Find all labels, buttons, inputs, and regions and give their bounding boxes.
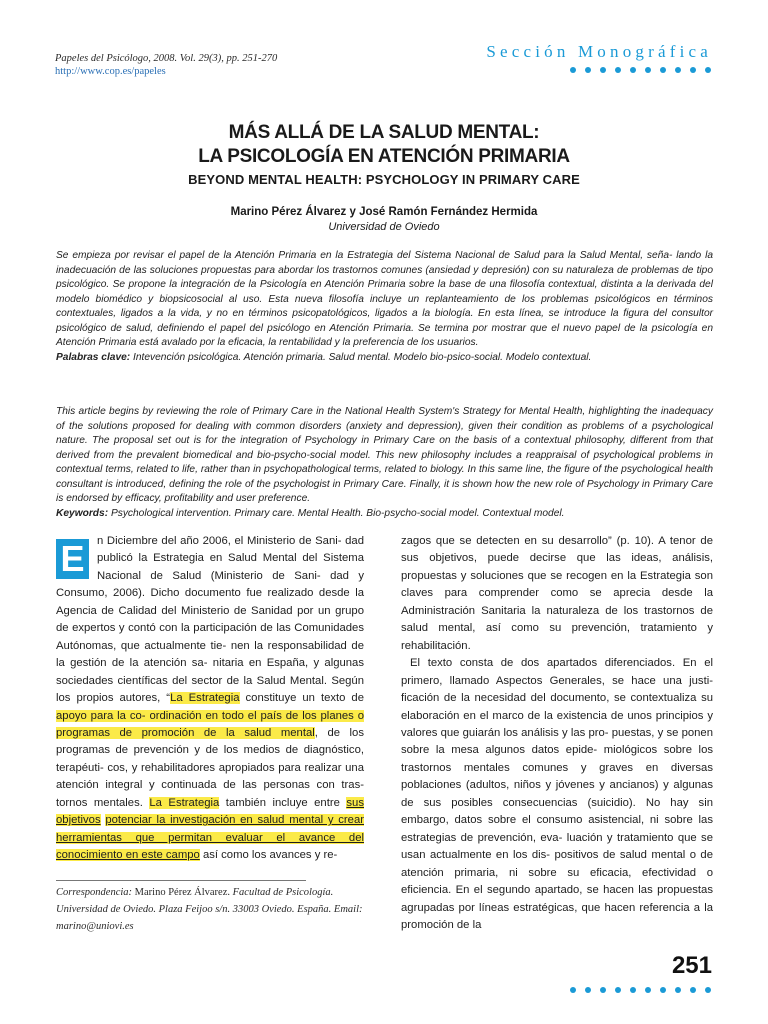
body-text: así como los avances y re- [199, 849, 338, 862]
body-text: también incluye entre [219, 796, 347, 809]
affiliation: Universidad de Oviedo [328, 221, 440, 233]
journal-citation [55, 52, 277, 78]
keywords-spanish [56, 351, 713, 366]
drop-cap: E [56, 539, 89, 579]
highlight: potenciar la investigación en salud mental y crear herramientas que permitan evaluar el avance del conocimiento en este campo [56, 814, 364, 862]
keywords-values: Intevención psicológica. Atención primaria. Salud mental. Modelo bio-psico-social. Modelo contextual. [133, 351, 592, 363]
footnote-divider [56, 880, 306, 881]
highlight: La Estrategia [170, 692, 240, 705]
body-column-right [401, 533, 713, 934]
citation-text: Papeles del Psicólogo, 2008. Vol. 29(3), pp. 251-270 [55, 53, 278, 64]
page-number: 251 [671, 952, 712, 979]
abstract-english-text: This article begins by reviewing the role of Primary Care in the National Health System's Strategy for Mental Health, highlighting the inadequacy of the solutions proposed for dealing with common disorders (anxiety and depression), given their condition as problems of a psychological nature. The proposal set out is for the integration of Psychology in Primary Care on the basis of a contextual philosophy, different from that derived from the prevalent biomedical and bio-psycho-social model. This new philosophy includes a reappraisal of psychological problems in contextual terms, related to life, rather than in psychopathological terms, related to biology. In this same line, the figure of the psychological health consultant is introduced, defining the role of the psychologist in Primary Care. Finally, it is shown how the new role of Psychology in Primary Care is endorsed by efficacy, profitability and user preference. [56, 406, 713, 504]
highlight: La Estrategia [149, 796, 220, 809]
correspondence-address: Facultad de Psicología. Universidad de Oviedo. Plaza Feijoo s/n. 33003 Oviedo. España. Email: marino@uniovi.es [56, 887, 363, 932]
title-line-2: LA PSICOLOGÍA EN ATENCIÓN PRIMARIA [198, 146, 570, 167]
correspondence-label: Correspondencia: [56, 887, 133, 898]
top-dot-ornament [570, 67, 711, 73]
bottom-dot-ornament [570, 987, 711, 993]
abstract-spanish [56, 249, 713, 365]
body-column-left [56, 533, 364, 865]
journal-url-link[interactable]: http://www.cop.es/papeles [55, 66, 166, 77]
section-title: Sección Monográfica [486, 42, 712, 61]
article-title-spanish [0, 121, 768, 169]
abstract-spanish-text: Se empieza por revisar el papel de la Atención Primaria en la Estrategia del Sistema Nacional de Salud para la Salud Mental, seña- lando la inadecuación de las soluciones propuestas para abordar los trastornos comunes (ansiedad y depresión) con su naturaleza de problemas de tipo psicológico. Se propone la integración de la Psicología en Atención Primaria sobre la base de una filosofía contextual, distinta a la derivada del modelo biomédico y biopsicosocial al uso. Esta nueva filosofía incluye un replanteamiento de los problemas psicológicos en términos contextuales, ligados a la vida, y no en términos psicopatológicos, ligados a la biología. En esta línea, se introduce la figura del consultor psicológico de salud, definiendo el papel del psicólogo en Atención Primaria. Se termina por mostrar que el nuevo papel de la psicología en Atención Primaria está avalado por la eficacia, la rentabilidad y la preferencia de los usuarios. [56, 250, 713, 348]
paragraph: zagos que se detecten en su desarrollo” (p. 10). A tenor de sus objetivos, puede decirse que las ideas, análisis, propuestas y soluciones que se recogen en la Estrategia son claves para comprender como se aprecia desde la Administración Sanitaria la naturaleza de los trastornos de salud mental, así como su prevención, tratamiento y rehabilitación. [401, 535, 713, 652]
correspondence-footnote [56, 884, 366, 935]
abstract-english [56, 405, 713, 521]
body-text: constituye un texto de [239, 692, 364, 705]
authors: Marino Pérez Álvarez y José Ramón Fernández Hermida [230, 206, 538, 218]
keywords-english [56, 507, 713, 522]
keywords-values: Psychological intervention. Primary care. Mental Health. Bio-psycho-social model. Contextual model. [110, 507, 565, 519]
paragraph: El texto consta de dos apartados diferenciados. En el primero, llamado Aspectos Generales, se hace una justi- ficación de la necesidad del documento, se contextualiza su elaboración en el marco de la existencia de unos principios y valores que guiarán los análisis y las pro- puestas, y se ponen sobre la mesa algunos datos epide- miológicos sobre los trastornos mentales comunes y graves en diversas poblaciones (adultos, niños y jóvenes y ancianos) y algunas de sus posibles consecuencias (suicidio). No hay sin embargo, datos sobre el consumo asistencial, ni sobre las estrategias de prevención, eva- luación y tratamiento que se usan actualmente en los dis- positivos de salud mental o de atención primaria, ni sobre su eficacia, efectividad o eficiencia. En el segundo apartado, se hacen las propuestas agrupadas por líneas estratégicas, que hacen referencia a la promoción de la [401, 657, 713, 931]
highlight: sus objetivos [56, 796, 364, 827]
body-text: , de los programas de prevención y de los medios de diagnóstico, terapéuti- cos, y rehabilitadores apropiados para realizar una atención integral y continuada de las personas con tras- tornos mentales. [56, 726, 364, 809]
body-text: n Diciembre del año 2006, el Ministerio de Sani- dad publicó la Estrategia en Salud Mental del Sistema Nacional de Salud (Ministerio de Sani- dad y Consumo, 2006). Dicho documento fue realizado desde la Agencia de Calidad del Ministerio de Sanidad por un grupo de expertos y contó con la participación de las Comunidades Autónomas, que actualmente tie- nen la responsabilidad de la gestión de la atención sa- nitaria en España, y algunas sociedades científicas del sector de la Salud Mental. Según los propios autores, “ [56, 535, 364, 705]
title-line-1: MÁS ALLÁ DE LA SALUD MENTAL: [228, 122, 540, 143]
correspondence-name: Marino Pérez Álvarez. [132, 887, 230, 898]
keywords-label: Palabras clave: [56, 351, 131, 363]
highlight: apoyo para la co- ordinación en todo el país de los planes o programas de promoción de la salud mental [56, 709, 364, 739]
keywords-label: Keywords: [56, 507, 109, 519]
article-title-english: BEYOND MENTAL HEALTH: PSYCHOLOGY IN PRIMARY CARE [188, 172, 580, 187]
